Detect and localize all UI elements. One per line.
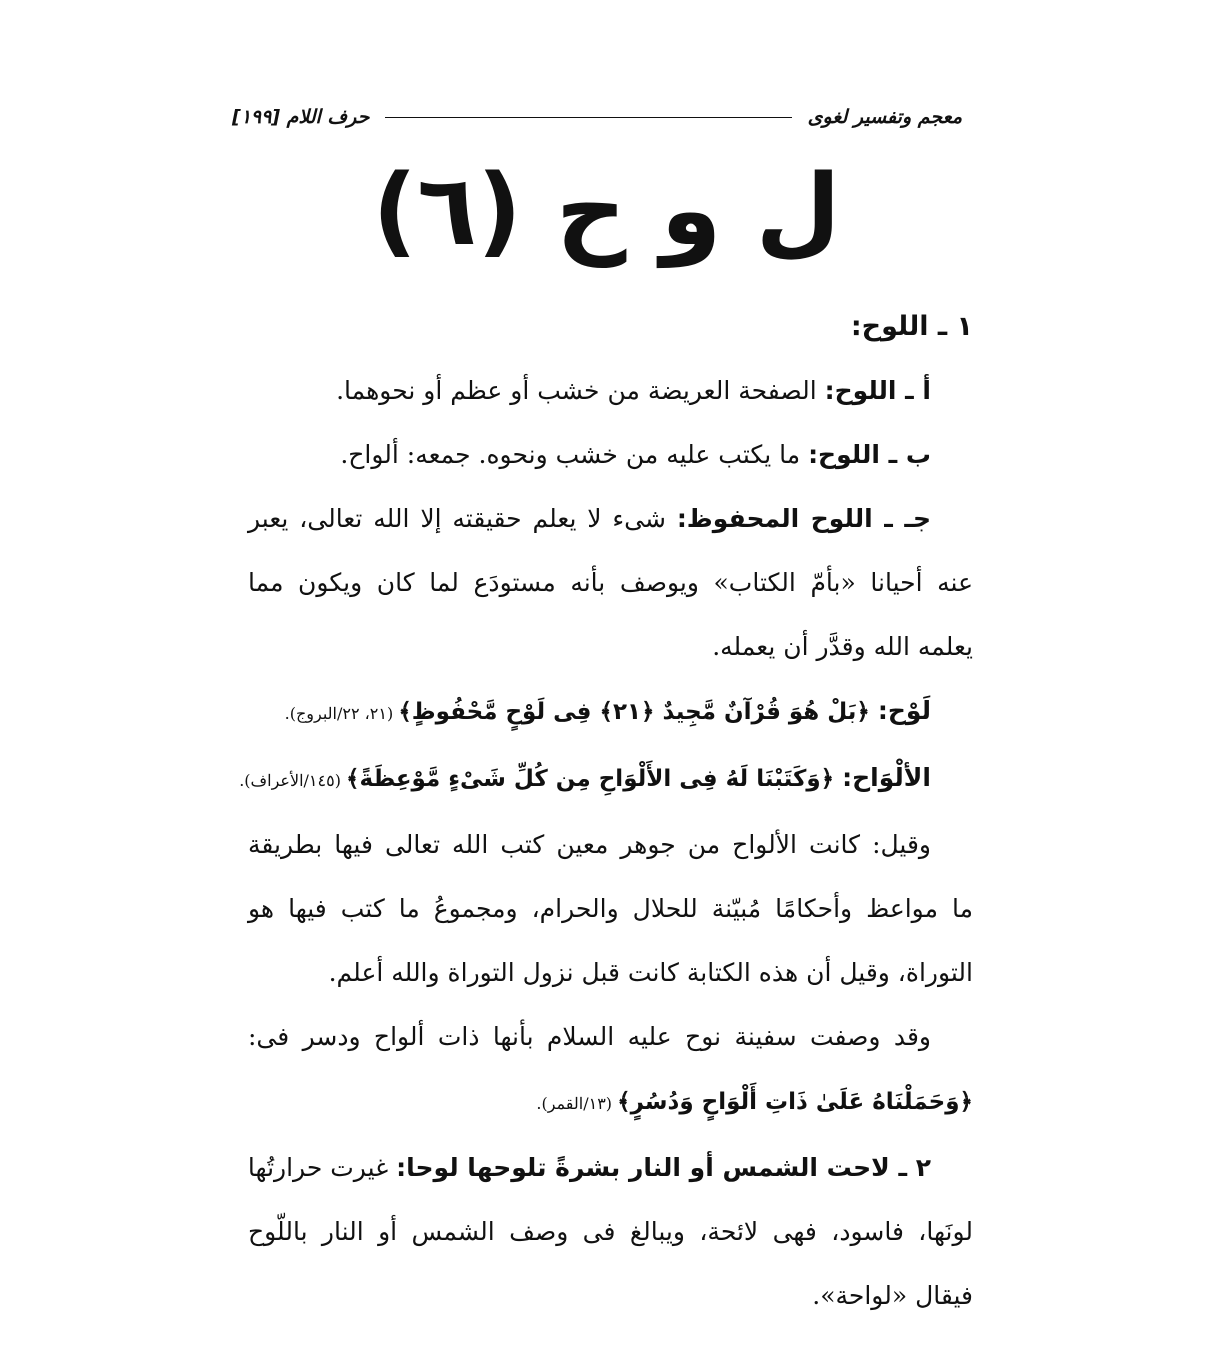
running-header — [232, 100, 962, 134]
definition-c-label: جـ ـ اللوح المحفوظ: — [676, 504, 931, 533]
section-2-line-3: فيقال «لواحة». — [812, 1281, 973, 1310]
section-2-line-1 — [248, 1136, 973, 1200]
quote-3-reference: (١٣/القمر). — [536, 1094, 618, 1113]
definition-c-line-1 — [248, 487, 973, 551]
quote-2-verse: ﴿وَكَتَبْنَا لَهُ فِى الأَلْوَاحِ مِن كُلِّ شَىْءٍ مَّوْعِظَةً﴾ — [346, 766, 843, 792]
section-2-heading: ٢ ـ لاحت الشمس أو النار بشرةً تلوحها لوحا: — [396, 1153, 931, 1182]
definition-a-label: أ ـ اللوح: — [824, 376, 931, 405]
definition-b-text: ما يكتب عليه من خشب ونحوه. جمعه: ألواح. — [340, 440, 809, 469]
paragraph-1-line-1: وقيل: كانت الألواح من جوهر معين كتب الله تعالى فيها بطريقة — [248, 830, 931, 859]
section-2-text: غيرت حرارتُها — [247, 1153, 397, 1182]
definition-a-text: الصفحة العريضة من خشب أو عظم أو نحوهما. — [336, 376, 825, 405]
section-2-line-2: لونَها، فاسود، فهى لائحة، ويبالغ فى وصف الشمس أو النار باللّوح — [248, 1217, 973, 1246]
definition-b-label: ب ـ اللوح: — [808, 440, 931, 469]
quote-3-verse: ﴿وَحَمَلْنَاهُ عَلَىٰ ذَاتِ أَلْوَاحٍ وَدُسُرٍ﴾ — [617, 1089, 973, 1115]
quran-quote-3 — [248, 1069, 973, 1136]
quote-1-verse: ﴿بَلْ هُوَ قُرْآنٌ مَّجِيدٌ ﴿٢١﴾ فِى لَوْحٍ مَّحْفُوظٍ﴾ — [398, 699, 878, 725]
paragraph-1-line-3: التوراة، وقيل أن هذه الكتابة كانت قبل نزول التوراة والله أعلم. — [328, 958, 973, 987]
quote-2-reference: (١٤٥/الأعراف). — [239, 771, 347, 790]
quote-2-word: الألْوَاح: — [842, 763, 931, 792]
entry-body — [239, 295, 973, 1328]
definition-c-text: شىء لا يعلم حقيقته إلا الله تعالى، يعبر — [248, 504, 677, 533]
book-title: معجم وتفسير لغوى — [807, 106, 962, 128]
quote-1-reference: (٢١، ٢٢/البروج). — [284, 704, 399, 723]
header-rule — [385, 117, 791, 118]
quran-quote-2 — [239, 746, 973, 813]
definition-c-line-3: يعلمه الله وقدَّر أن يعمله. — [712, 632, 973, 661]
definition-a — [248, 359, 973, 423]
definition-b — [248, 423, 973, 487]
section-1-heading: ١ ـ اللوح: — [850, 311, 973, 342]
entry-title: ل و ح (٦) — [372, 154, 841, 268]
quran-quote-1 — [248, 679, 973, 746]
paragraph-1-line-2: ما مواعظ وأحكامًا مُبيّنة للحلال والحرام، ومجموعُ ما كتب فيها هو — [248, 894, 973, 923]
definition-c-line-2: عنه أحيانا «بأمّ الكتاب» ويوصف بأنه مستودَع لما كان ويكون مما — [248, 568, 973, 597]
page-reference: حرف اللام [١٩٩] — [232, 106, 370, 128]
paragraph-2-line-1: وقد وصفت سفينة نوح عليه السلام بأنها ذات ألواح ودسر فى: — [248, 1022, 931, 1051]
quote-1-word: لَوْح: — [877, 696, 931, 725]
